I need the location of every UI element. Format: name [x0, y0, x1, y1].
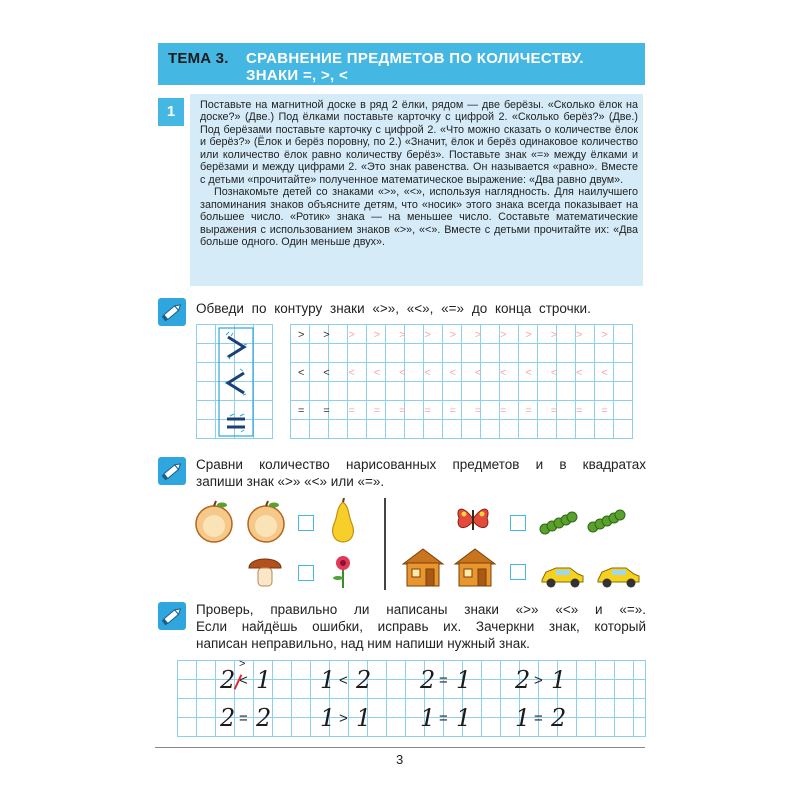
expression-left-number: 2	[220, 666, 236, 694]
mushroom-icon	[246, 552, 284, 588]
task2-trace-grid	[290, 324, 633, 439]
expression-correction-sign: >	[239, 658, 246, 670]
caterpillar-icon	[586, 508, 626, 534]
trace-sign-cell[interactable]: <	[373, 367, 381, 379]
butterfly-icon	[455, 502, 491, 536]
trace-sign-cell[interactable]: <	[323, 367, 330, 379]
expression-right-number: 2	[551, 704, 567, 732]
trace-sign-cell[interactable]: >	[525, 329, 532, 341]
page-title-line2: ЗНАКИ =, >, <	[246, 67, 349, 84]
trace-sign-cell[interactable]: =	[449, 405, 457, 417]
trace-sign-cell[interactable]: >	[601, 329, 608, 341]
task1-paragraph1: Поставьте на магнитной доске в ряд 2 ёлки, рядом — две берёзы. «Сколько ёлок на доске?» (Две.) Под ёлками поставьте карточку с цифрой 2. «Сколько берёз?» (Две.) Под берёзами поставьте карточку с цифрой 2. «Что можно сказать о количестве ёлок и берёз?» (Ёлок и берёз поровну, по 2.) «Значит, ёлок и берёз одинаковое количество или количество ёлок равно количеству берёз». Поставьте знак «=» между ёлками и берёзами и между цифрами 2. «Это знак равенства. Он называется «равно». Вместе с детьми «прочитайте» полученное математическое выражение: «Два равно двум».	[200, 99, 638, 186]
trace-sign-cell[interactable]: =	[298, 405, 305, 417]
trace-sign-cell[interactable]: <	[525, 367, 532, 379]
pear-icon	[326, 498, 360, 544]
pencil-icon	[158, 457, 186, 485]
trace-sign-cell[interactable]: >	[323, 329, 330, 341]
task1-paragraph2: Познакомьте детей со знаками «>», «<», используя наглядность. Для наилучшего запоминания знаков объясните детям, что «носик» этого знака всегда показывает на большее число. «Ротик» знака — на меньшее число. Составьте математические выражения с использованием знаков «>», «<». Вместе с детьми прочитайте их: «Два больше одного. Один меньше двух».	[200, 186, 638, 248]
expression-left-number: 1	[320, 666, 336, 694]
expression-sign[interactable]: =	[439, 710, 448, 727]
trace-sign-cell[interactable]: =	[323, 405, 330, 417]
expression-right-number: 1	[456, 666, 472, 694]
task4-instruction-line2: Если найдёшь ошибки, исправь их. Зачеркни знак, который	[196, 619, 646, 634]
flower-icon	[330, 554, 356, 588]
apple-icon	[244, 500, 288, 544]
trace-sign-cell[interactable]: =	[399, 405, 406, 417]
trace-sign-cell[interactable]: >	[424, 329, 431, 341]
topic-label: ТЕМА 3.	[168, 50, 229, 67]
trace-sign-cell[interactable]: >	[550, 329, 558, 341]
expression-right-number: 1	[456, 704, 472, 732]
trace-sign-cell[interactable]: >	[474, 329, 482, 341]
trace-sign-cell[interactable]: =	[575, 405, 583, 417]
sample-signs-illustration	[218, 327, 254, 437]
trace-sign-cell[interactable]: <	[348, 367, 355, 379]
trace-sign-cell[interactable]: =	[424, 405, 431, 417]
pencil-icon	[158, 602, 186, 630]
expression-left-number: 1	[515, 704, 531, 732]
expression-sign[interactable]: =	[439, 672, 448, 689]
task3-instruction-line2: запиши знак «>» «<» или «=».	[196, 474, 385, 489]
expression-sign[interactable]: >	[534, 672, 543, 689]
trace-sign-cell[interactable]: =	[601, 405, 608, 417]
trace-sign-cell[interactable]: =	[348, 405, 355, 417]
expression-left-number: 1	[420, 704, 436, 732]
expression-left-number: 2	[220, 704, 236, 732]
trace-sign-cell[interactable]: <	[575, 367, 583, 379]
trace-sign-cell[interactable]: =	[525, 405, 532, 417]
answer-checkbox-mushroom-flower[interactable]	[298, 565, 314, 581]
expression-right-number: 1	[256, 666, 272, 694]
expression-sign[interactable]: <	[339, 672, 348, 689]
trace-sign-cell[interactable]: <	[500, 367, 507, 379]
expression-sign[interactable]: >	[339, 710, 348, 727]
trace-sign-cell[interactable]: =	[373, 405, 381, 417]
expression-sign[interactable]: <	[239, 672, 248, 689]
caterpillar-icon	[538, 510, 578, 536]
task3-instruction-line1: Сравни количество нарисованных предметов и в квадратах	[196, 457, 646, 472]
trace-sign-cell[interactable]: >	[575, 329, 583, 341]
task2-instruction: Обведи по контуру знаки «>», «<», «=» до конца строчки.	[196, 301, 591, 316]
expression-left-number: 2	[515, 666, 531, 694]
trace-sign-cell[interactable]: =	[550, 405, 558, 417]
trace-sign-cell[interactable]: >	[298, 329, 305, 341]
pencil-icon	[158, 298, 186, 326]
trace-sign-cell[interactable]: <	[601, 367, 608, 379]
expression-left-number: 2	[420, 666, 436, 694]
expression-right-number: 1	[356, 704, 372, 732]
house-icon	[400, 546, 446, 588]
expression-right-number: 1	[551, 666, 567, 694]
page-number: 3	[396, 752, 404, 767]
trace-sign-cell[interactable]: <	[424, 367, 431, 379]
footer-rule	[155, 747, 645, 748]
task4-instruction-line3: написан неправильно, над ним напиши нужный знак.	[196, 636, 530, 651]
expression-left-number: 1	[320, 704, 336, 732]
trace-sign-cell[interactable]: >	[348, 329, 355, 341]
trace-sign-cell[interactable]: >	[373, 329, 381, 341]
expression-right-number: 2	[256, 704, 272, 732]
trace-sign-cell[interactable]: <	[298, 367, 305, 379]
trace-sign-cell[interactable]: =	[474, 405, 482, 417]
task4-instruction-line1: Проверь, правильно ли написаны знаки «>» «<» и «=».	[196, 602, 646, 617]
expression-sign[interactable]: =	[534, 710, 543, 727]
house-icon	[452, 546, 498, 588]
expression-sign[interactable]: =	[239, 710, 248, 727]
trace-sign-cell[interactable]: <	[474, 367, 482, 379]
task3-divider	[384, 498, 386, 590]
answer-checkbox-apples-pear[interactable]	[298, 515, 314, 531]
page-title-line1: СРАВНЕНИЕ ПРЕДМЕТОВ ПО КОЛИЧЕСТВУ.	[246, 50, 584, 67]
car-icon	[538, 562, 586, 590]
task1-teacher-note	[200, 99, 638, 248]
answer-checkbox-butterfly-caterpillars[interactable]	[510, 515, 526, 531]
task1-number-badge: 1	[158, 98, 184, 126]
trace-sign-cell[interactable]: =	[500, 405, 507, 417]
expression-right-number: 2	[356, 666, 372, 694]
trace-sign-cell[interactable]: <	[449, 367, 457, 379]
car-icon	[594, 562, 642, 590]
trace-sign-cell[interactable]: >	[399, 329, 406, 341]
trace-sign-cell[interactable]: <	[399, 367, 406, 379]
answer-checkbox-houses-cars[interactable]	[510, 564, 526, 580]
trace-sign-cell[interactable]: <	[550, 367, 558, 379]
trace-sign-cell[interactable]: >	[449, 329, 457, 341]
apple-icon	[192, 500, 236, 544]
trace-sign-cell[interactable]: >	[500, 329, 507, 341]
